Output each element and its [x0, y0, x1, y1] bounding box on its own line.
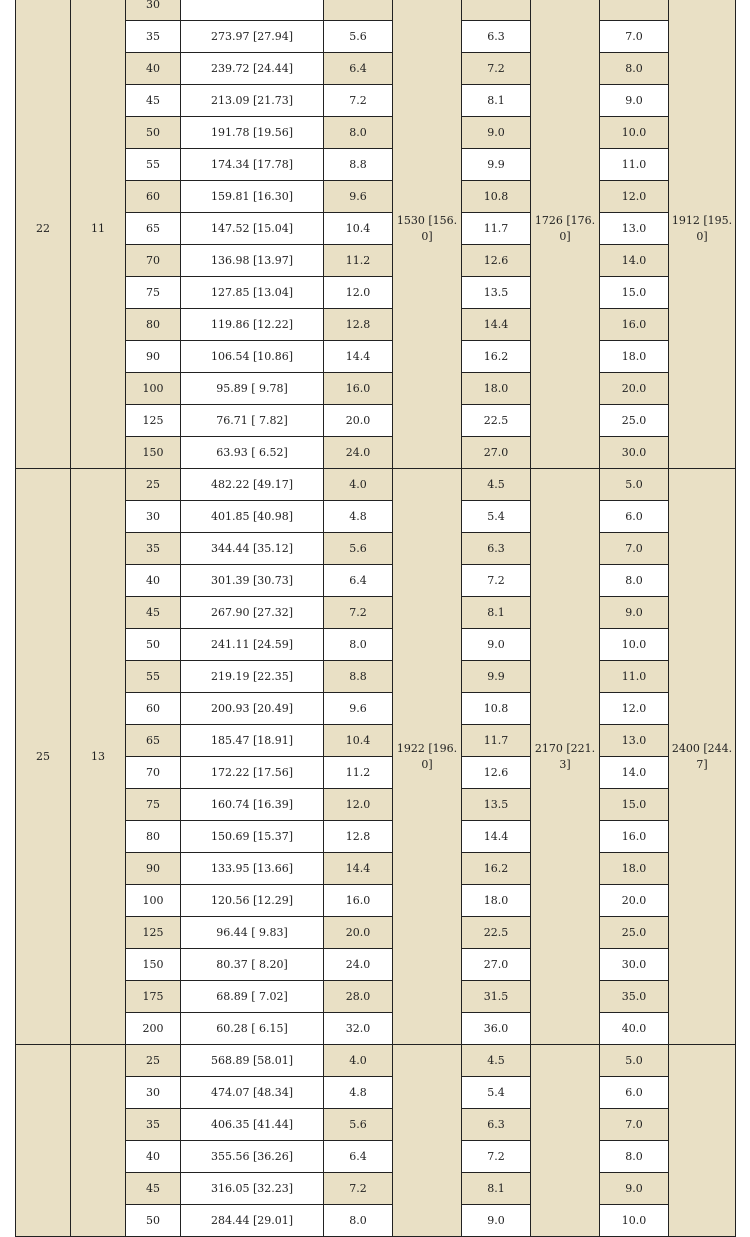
value-cell-2: 7.2 [462, 565, 531, 597]
value-cell-2: 9.9 [462, 661, 531, 693]
value-cell-2: 11.7 [462, 213, 531, 245]
count-cell: 13 [71, 469, 126, 1045]
value-cell-2: 16.2 [462, 853, 531, 885]
value-cell-1: 24.0 [324, 437, 393, 469]
length-cell: 35 [126, 533, 181, 565]
value-cell-2: 10.8 [462, 693, 531, 725]
value-cell-3: 14.0 [600, 245, 669, 277]
value-cell-1: 9.6 [324, 693, 393, 725]
value-cell-1: 28.0 [324, 981, 393, 1013]
length-cell: 150 [126, 437, 181, 469]
length-cell: 40 [126, 565, 181, 597]
stress-cell: 267.90 [27.32] [181, 597, 324, 629]
value-cell-3: 10.0 [600, 629, 669, 661]
length-cell: 30 [126, 0, 181, 21]
length-cell: 90 [126, 853, 181, 885]
length-cell: 50 [126, 117, 181, 149]
value-cell-2: 4.5 [462, 1045, 531, 1077]
length-cell: 80 [126, 821, 181, 853]
value-cell-2: 36.0 [462, 1013, 531, 1045]
value-cell-3: 6.0 [600, 1077, 669, 1109]
load-cell-b: 2170 [221.3] [531, 469, 600, 1045]
value-cell-3: 9.0 [600, 85, 669, 117]
value-cell-1: 4.0 [324, 1045, 393, 1077]
stress-cell: 200.93 [20.49] [181, 693, 324, 725]
length-cell: 30 [126, 501, 181, 533]
stress-cell: 568.89 [58.01] [181, 1045, 324, 1077]
value-cell-1: 6.4 [324, 1141, 393, 1173]
load-cell-c [669, 1045, 736, 1237]
load-cell-b [531, 1045, 600, 1237]
length-cell: 40 [126, 1141, 181, 1173]
value-cell-2: 12.6 [462, 757, 531, 789]
stress-cell: 344.44 [35.12] [181, 533, 324, 565]
value-cell-3: 14.0 [600, 757, 669, 789]
stress-cell: 96.44 [ 9.83] [181, 917, 324, 949]
length-cell: 50 [126, 629, 181, 661]
table-row [16, 0, 736, 21]
value-cell-3: 15.0 [600, 789, 669, 821]
value-cell-1: 12.0 [324, 277, 393, 309]
value-cell-1: 4.0 [324, 469, 393, 501]
load-cell-c: 1912 [195.0] [669, 0, 736, 469]
stress-cell: 159.81 [16.30] [181, 181, 324, 213]
value-cell-1: 5.6 [324, 1109, 393, 1141]
stress-cell: 316.05 [32.23] [181, 1173, 324, 1205]
stress-cell: 147.52 [15.04] [181, 213, 324, 245]
value-cell-3: 13.0 [600, 213, 669, 245]
value-cell-2: 22.5 [462, 917, 531, 949]
value-cell-3: 7.0 [600, 533, 669, 565]
value-cell-2: 8.1 [462, 1173, 531, 1205]
stress-cell: 406.35 [41.44] [181, 1109, 324, 1141]
value-cell-2: 6.3 [462, 533, 531, 565]
value-cell-2: 8.1 [462, 597, 531, 629]
value-cell-3: 35.0 [600, 981, 669, 1013]
stress-cell: 63.93 [ 6.52] [181, 437, 324, 469]
length-cell: 150 [126, 949, 181, 981]
length-cell: 55 [126, 149, 181, 181]
table-body [16, 0, 736, 1237]
stress-cell: 60.28 [ 6.15] [181, 1013, 324, 1045]
value-cell-1: 24.0 [324, 949, 393, 981]
value-cell-2: 27.0 [462, 437, 531, 469]
diameter-cell: 22 [16, 0, 71, 469]
load-cell-a: 1922 [196.0] [393, 469, 462, 1045]
value-cell-1: 11.2 [324, 245, 393, 277]
value-cell-2: 10.8 [462, 181, 531, 213]
stress-cell: 106.54 [10.86] [181, 341, 324, 373]
stress-cell: 95.89 [ 9.78] [181, 373, 324, 405]
diameter-cell: 25 [16, 469, 71, 1045]
value-cell-3: 7.0 [600, 21, 669, 53]
length-cell: 55 [126, 661, 181, 693]
value-cell-2: 6.3 [462, 1109, 531, 1141]
length-cell: 125 [126, 917, 181, 949]
value-cell-1: 10.4 [324, 725, 393, 757]
value-cell-2: 14.4 [462, 821, 531, 853]
value-cell-2: 8.1 [462, 85, 531, 117]
value-cell-1: 7.2 [324, 85, 393, 117]
stress-cell: 174.34 [17.78] [181, 149, 324, 181]
length-cell: 35 [126, 1109, 181, 1141]
value-cell-3 [600, 0, 669, 21]
value-cell-3: 18.0 [600, 341, 669, 373]
value-cell-1: 12.0 [324, 789, 393, 821]
value-cell-1: 8.8 [324, 149, 393, 181]
value-cell-2: 5.4 [462, 501, 531, 533]
stress-cell: 133.95 [13.66] [181, 853, 324, 885]
value-cell-2: 13.5 [462, 789, 531, 821]
length-cell: 40 [126, 53, 181, 85]
value-cell-3: 12.0 [600, 693, 669, 725]
value-cell-2: 18.0 [462, 373, 531, 405]
value-cell-3: 25.0 [600, 405, 669, 437]
stress-cell: 68.89 [ 7.02] [181, 981, 324, 1013]
length-cell: 60 [126, 693, 181, 725]
value-cell-3: 11.0 [600, 661, 669, 693]
value-cell-2: 9.0 [462, 629, 531, 661]
value-cell-1: 11.2 [324, 757, 393, 789]
value-cell-1: 8.0 [324, 1205, 393, 1237]
length-cell: 25 [126, 1045, 181, 1077]
stress-cell: 301.39 [30.73] [181, 565, 324, 597]
value-cell-1: 20.0 [324, 405, 393, 437]
stress-cell: 191.78 [19.56] [181, 117, 324, 149]
value-cell-2: 11.7 [462, 725, 531, 757]
value-cell-1: 4.8 [324, 501, 393, 533]
value-cell-1: 10.4 [324, 213, 393, 245]
value-cell-3: 6.0 [600, 501, 669, 533]
load-cell-b: 1726 [176.0] [531, 0, 600, 469]
value-cell-3: 20.0 [600, 885, 669, 917]
value-cell-3: 7.0 [600, 1109, 669, 1141]
value-cell-1: 20.0 [324, 917, 393, 949]
stress-cell: 150.69 [15.37] [181, 821, 324, 853]
value-cell-3: 16.0 [600, 309, 669, 341]
length-cell: 100 [126, 885, 181, 917]
value-cell-2: 7.2 [462, 53, 531, 85]
value-cell-1: 6.4 [324, 565, 393, 597]
stress-cell: 76.71 [ 7.82] [181, 405, 324, 437]
value-cell-1 [324, 0, 393, 21]
value-cell-3: 9.0 [600, 1173, 669, 1205]
value-cell-2: 6.3 [462, 21, 531, 53]
value-cell-3: 18.0 [600, 853, 669, 885]
value-cell-2: 4.5 [462, 469, 531, 501]
stress-cell: 119.86 [12.22] [181, 309, 324, 341]
stress-cell: 219.19 [22.35] [181, 661, 324, 693]
stress-cell: 241.11 [24.59] [181, 629, 324, 661]
value-cell-2: 14.4 [462, 309, 531, 341]
value-cell-2: 27.0 [462, 949, 531, 981]
value-cell-1: 32.0 [324, 1013, 393, 1045]
length-cell: 90 [126, 341, 181, 373]
value-cell-3: 8.0 [600, 1141, 669, 1173]
stress-cell: 160.74 [16.39] [181, 789, 324, 821]
value-cell-1: 8.0 [324, 629, 393, 661]
value-cell-1: 14.4 [324, 853, 393, 885]
value-cell-2: 31.5 [462, 981, 531, 1013]
length-cell: 125 [126, 405, 181, 437]
value-cell-3: 16.0 [600, 821, 669, 853]
value-cell-3: 8.0 [600, 565, 669, 597]
value-cell-1: 5.6 [324, 21, 393, 53]
table-row [16, 1045, 736, 1077]
value-cell-3: 30.0 [600, 949, 669, 981]
value-cell-1: 12.8 [324, 309, 393, 341]
value-cell-2: 13.5 [462, 277, 531, 309]
value-cell-2 [462, 0, 531, 21]
stress-cell: 80.37 [ 8.20] [181, 949, 324, 981]
value-cell-3: 13.0 [600, 725, 669, 757]
stress-cell: 239.72 [24.44] [181, 53, 324, 85]
length-cell: 35 [126, 21, 181, 53]
value-cell-2: 5.4 [462, 1077, 531, 1109]
value-cell-2: 9.9 [462, 149, 531, 181]
length-cell: 175 [126, 981, 181, 1013]
count-cell: 11 [71, 0, 126, 469]
load-cell-a: 1530 [156.0] [393, 0, 462, 469]
value-cell-1: 8.8 [324, 661, 393, 693]
stress-cell: 136.98 [13.97] [181, 245, 324, 277]
value-cell-1: 7.2 [324, 597, 393, 629]
value-cell-3: 12.0 [600, 181, 669, 213]
value-cell-2: 16.2 [462, 341, 531, 373]
value-cell-1: 5.6 [324, 533, 393, 565]
value-cell-2: 22.5 [462, 405, 531, 437]
value-cell-1: 6.4 [324, 53, 393, 85]
value-cell-3: 9.0 [600, 597, 669, 629]
length-cell: 70 [126, 245, 181, 277]
stress-cell: 284.44 [29.01] [181, 1205, 324, 1237]
value-cell-3: 10.0 [600, 1205, 669, 1237]
stress-cell: 172.22 [17.56] [181, 757, 324, 789]
value-cell-1: 16.0 [324, 885, 393, 917]
load-cell-a [393, 1045, 462, 1237]
stress-cell: 185.47 [18.91] [181, 725, 324, 757]
value-cell-3: 5.0 [600, 1045, 669, 1077]
diameter-cell [16, 1045, 71, 1237]
value-cell-1: 12.8 [324, 821, 393, 853]
length-cell: 100 [126, 373, 181, 405]
value-cell-1: 7.2 [324, 1173, 393, 1205]
load-cell-c: 2400 [244.7] [669, 469, 736, 1045]
value-cell-2: 9.0 [462, 1205, 531, 1237]
value-cell-3: 8.0 [600, 53, 669, 85]
count-cell [71, 1045, 126, 1237]
value-cell-1: 14.4 [324, 341, 393, 373]
value-cell-1: 16.0 [324, 373, 393, 405]
length-cell: 200 [126, 1013, 181, 1045]
table-row [16, 469, 736, 501]
length-cell: 45 [126, 85, 181, 117]
length-cell: 45 [126, 597, 181, 629]
value-cell-1: 4.8 [324, 1077, 393, 1109]
length-cell: 80 [126, 309, 181, 341]
spring-spec-table [15, 0, 736, 1237]
stress-cell: 474.07 [48.34] [181, 1077, 324, 1109]
value-cell-3: 30.0 [600, 437, 669, 469]
length-cell: 45 [126, 1173, 181, 1205]
value-cell-1: 8.0 [324, 117, 393, 149]
stress-cell: 120.56 [12.29] [181, 885, 324, 917]
length-cell: 65 [126, 725, 181, 757]
value-cell-3: 15.0 [600, 277, 669, 309]
value-cell-2: 12.6 [462, 245, 531, 277]
length-cell: 70 [126, 757, 181, 789]
value-cell-3: 5.0 [600, 469, 669, 501]
value-cell-2: 7.2 [462, 1141, 531, 1173]
stress-cell: 273.97 [27.94] [181, 21, 324, 53]
stress-cell: 355.56 [36.26] [181, 1141, 324, 1173]
value-cell-3: 20.0 [600, 373, 669, 405]
value-cell-1: 9.6 [324, 181, 393, 213]
stress-cell [181, 0, 324, 21]
value-cell-3: 40.0 [600, 1013, 669, 1045]
stress-cell: 127.85 [13.04] [181, 277, 324, 309]
length-cell: 50 [126, 1205, 181, 1237]
stress-cell: 401.85 [40.98] [181, 501, 324, 533]
value-cell-3: 11.0 [600, 149, 669, 181]
length-cell: 30 [126, 1077, 181, 1109]
stress-cell: 482.22 [49.17] [181, 469, 324, 501]
stress-cell: 213.09 [21.73] [181, 85, 324, 117]
value-cell-3: 25.0 [600, 917, 669, 949]
length-cell: 60 [126, 181, 181, 213]
length-cell: 65 [126, 213, 181, 245]
value-cell-3: 10.0 [600, 117, 669, 149]
length-cell: 75 [126, 789, 181, 821]
length-cell: 75 [126, 277, 181, 309]
length-cell: 25 [126, 469, 181, 501]
value-cell-2: 18.0 [462, 885, 531, 917]
value-cell-2: 9.0 [462, 117, 531, 149]
